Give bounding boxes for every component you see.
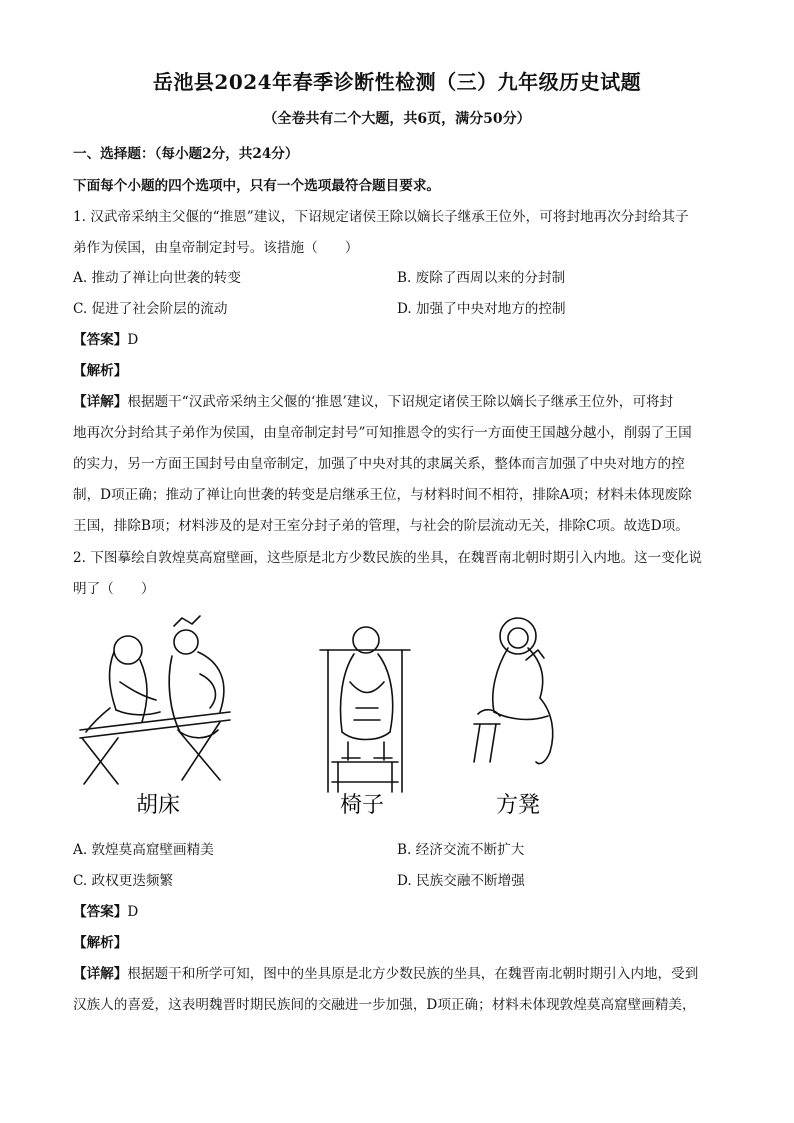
figure-label-yi-zi: 椅子 (339, 793, 385, 818)
q2-analysis-label: 【解析】 (73, 935, 128, 951)
q1-detail-line-5: 王国，排除B项；材料涉及的是对王室分封子弟的管理，与社会的阶层流动无关，排除C项。故选D项。 (73, 518, 689, 534)
q2-option-b[interactable]: B. 经济交流不断扩大 (397, 842, 525, 858)
q2-stem-line-1: 2. 下图摹绘自敦煌莫高窟壁画，这些原是北方少数民族的坐具，在魏晋南北朝时期引入内地。这一变化说 (73, 550, 703, 566)
q1-answer-value: D (127, 332, 139, 348)
figure-label-fang-deng: 方凳 (495, 793, 541, 818)
page-title: 岳池县2024年春季诊断性检测（三）九年级历史试题 (152, 70, 642, 94)
q1-option-b[interactable]: B. 废除了西周以来的分封制 (397, 270, 566, 286)
q1-stem-line-1: 1. 汉武帝采纳主父偃的“推恩”建议，下诏规定诸侯王除以嫡长子继承王位外，可将封地再次分封给其子 (73, 209, 689, 225)
q2-stem-line-2: 明了（ ） (73, 581, 155, 597)
q2-answer (73, 900, 138, 920)
q1-detail-line-3: 的实力，另一方面王国封号由皇帝制定，加强了中央对其的隶属关系，整体而言加强了中央对地方的控 (73, 456, 685, 472)
q2-detail-line-2: 汉族人的喜爱，这表明魏晋时期民族间的交融进一步加强，D项正确；材料未体现敦煌莫高窟壁画精美， (73, 997, 696, 1013)
q2-answer-value: D (127, 904, 139, 920)
q1-analysis-label: 【解析】 (73, 363, 128, 379)
fang-deng-drawing (474, 618, 553, 764)
q1-answer (73, 328, 138, 348)
q2-option-d[interactable]: D. 民族交融不断增强 (397, 873, 525, 889)
q2-option-a[interactable]: A. 敦煌莫高窟壁画精美 (73, 842, 214, 858)
q2-detail-label: 【详解】 (73, 966, 128, 982)
q1-option-a[interactable]: A. 推动了禅让向世袭的转变 (73, 270, 241, 286)
q1-detail-line-4: 制，D项正确；推动了禅让向世袭的转变是启继承王位，与材料时间不相符，排除A项；材料未体现废除 (73, 487, 692, 503)
q2-detail-text-1: 根据题干和所学可知，图中的坐具原是北方少数民族的坐具，在魏晋南北朝时期引入内地，受到 (127, 966, 699, 982)
q1-option-d[interactable]: D. 加强了中央对地方的控制 (397, 301, 566, 317)
seating-illustration (70, 612, 590, 822)
q1-option-c[interactable]: C. 促进了社会阶层的流动 (73, 301, 228, 317)
figure-label-hu-chuang: 胡床 (135, 793, 181, 818)
q1-stem-line-2: 弟作为侯国，由皇帝制定封号。该措施（ ） (73, 240, 359, 256)
section-instruction: 下面每个小题的四个选项中，只有一个选项最符合题目要求。 (73, 178, 441, 194)
q1-detail-line-1 (73, 390, 673, 410)
q1-answer-label: 【答案】 (73, 332, 128, 348)
q1-detail-text-1: 根据题干“汉武帝采纳主父偃的‘推恩’建议，下诏规定诸侯王除以嫡长子继承王位外，可将封 (127, 394, 674, 410)
q2-answer-label: 【答案】 (73, 904, 128, 920)
q2-option-c[interactable]: C. 政权更迭频繁 (73, 873, 174, 889)
yi-zi-drawing (320, 627, 410, 792)
page-subtitle: （全卷共有二个大题，共6页，满分50分） (263, 111, 531, 127)
q2-detail-line-1 (73, 962, 698, 982)
hu-chuang-drawing (80, 616, 230, 784)
q1-detail-line-2: 地再次分封给其子弟作为侯国，由皇帝制定封号”可知推恩令的实行一方面使王国越分越小，削弱了王国 (73, 425, 692, 441)
section-heading: 一、选择题：（每小题2分，共24分） (73, 146, 299, 162)
q1-detail-label: 【详解】 (73, 394, 128, 410)
